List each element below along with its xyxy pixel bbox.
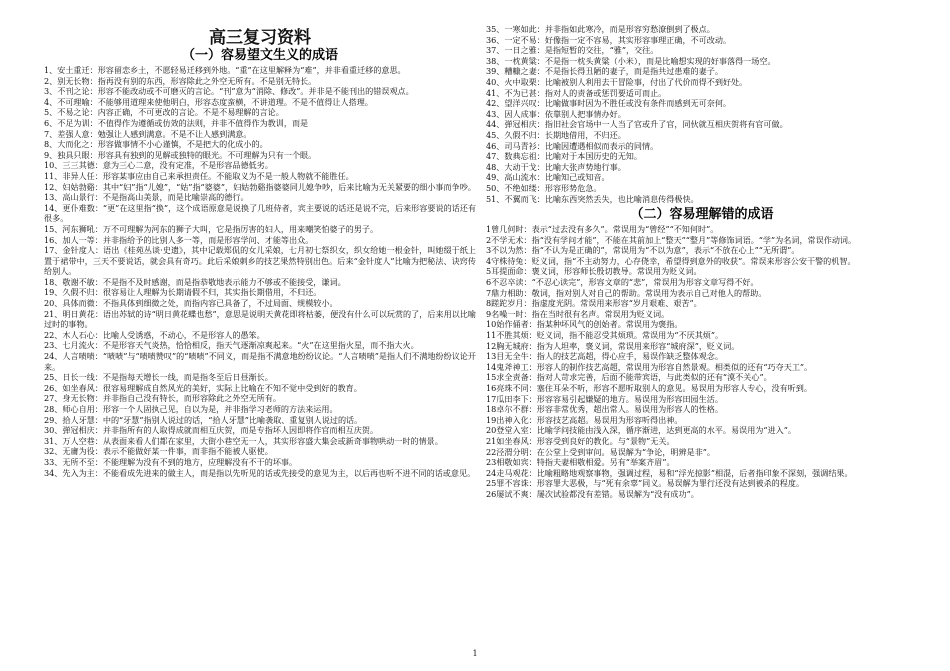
idiom-entry: 39、糟糠之妻：不是指长得丑陋的妻子，而是指共过患难的妻子。	[486, 66, 723, 77]
idiom-entry: 18卓尔不群：形容非常优秀，超出常人。易误用为形容人的性格。	[486, 404, 723, 415]
idiom-list	[44, 65, 476, 478]
idiom-entry: 5耳提面命：褒义词，形容师长殷切教导。常误用为贬义词。	[486, 266, 702, 277]
idiom-entry: 28、师心自用：形容一个人固执己见，自以为是，并非指学习老师的方法来运用。	[44, 404, 338, 414]
idiom-entry: 8、大而化之：形容做事情不小心谨慎，不是把大的化成小的。	[44, 139, 268, 150]
idiom-entry: 31、万人空巷：从表面来看人们都在家里，大街小巷空无一人，其实形容盛大集会或新奇事物哄动一时的情景。	[44, 435, 443, 446]
idiom-entry: 17瓜田李下：形容容易引起嫌疑的地方。易误用为形容田园生活。	[486, 393, 723, 404]
idiom-entry: 10、三三其德：意为三心二意，没有定准，不是形容品德低劣。	[44, 160, 273, 171]
section-heading-misunderstood-idioms: （二）容易理解错的成语	[630, 207, 774, 223]
idiom-entry: 22泾渭分明：在公堂上受到审问。易误解为“争论，明辨是非”。	[486, 446, 716, 457]
idiom-entry: 2、别无长物：指再没有别的东西，形容除此之外空无所有。不是别无特长。	[44, 75, 317, 86]
idiom-list-section2	[486, 224, 918, 499]
idiom-entry: 23、七月流火：不是形容天气炎热，恰恰相反，指天气逐渐凉爽起来。“火”在这里指火星，而不指大火。	[44, 340, 419, 351]
idiom-entry: 50、不绝如缕：形容形势危急。	[486, 182, 602, 193]
idiom-entry: 16、加人一等：并非指给予的比别人多一等，而是形容学问、才能等出众。	[44, 234, 314, 245]
idiom-entry: 26、如坐春风：很容易理解成自然风光的美好，实际上比喻在不知不觉中受到好的教育。	[44, 382, 362, 393]
idiom-entry: 42、望洋兴叹：比喻做事时因为不胜任或没有条件而感到无可奈何。	[486, 98, 732, 109]
idiom-entry: 24走马观花：比喻粗略地观察事物，强调过程，易和“浮光掠影”相混，后者指印象不深刻，强调结果。	[486, 467, 853, 478]
idiom-entry: 22、木人石心：比喻人受诱惑，不动心，不是形容人的愚笨。	[44, 329, 265, 340]
idiom-list-continued	[486, 24, 918, 204]
idiom-entry: 40、火中取栗：比喻被别人利用去干冒险事，付出了代价而得不到好处。	[486, 76, 748, 87]
idiom-entry: 14鬼斧神工：形容人的制作技艺高超，常误用为形容自然景观。相类似的还有“巧夺天工”。	[486, 361, 813, 372]
page-number: 1	[472, 649, 478, 658]
idiom-entry: 8蹉跎岁月：指虚度光阴。常误用来形容“岁月艰难、艰苦”。	[486, 298, 702, 309]
section-heading-misread-idioms: （一）容易望文生义的成语	[181, 48, 338, 63]
idiom-entry: 33、无所不至：不能理解为没有不到的地方，应理解没有不干的坏事。	[44, 456, 298, 467]
idiom-entry: 16亮珠不同：塞住耳朵不听，形容不愿听取别人的意见。易误用为形容人专心，没有听到。	[486, 383, 812, 393]
left-column	[44, 24, 476, 478]
idiom-entry: 24、人言啧啧：“啧啧”与“啧啧赞叹”的“啧啧”不同义，而是指不满意地纷纷议论。“人言啧啧”是指人们不满地纷纷议论开来。	[44, 351, 476, 372]
idiom-entry: 9名噪一时：指在当时很有名声。常误用为贬义词。	[486, 308, 670, 319]
idiom-entry: 34、先入为主：不能看成先进来的做主人，而是指以先听见的话或先接受的意见为主，以后再也听不进不同的话或意见。	[44, 467, 476, 478]
idiom-entry: 20登堂入室：比喻学问技能由浅入深，循序渐进，达到更高的水平。易误用为“进入”。	[486, 425, 796, 436]
idiom-entry: 7、差强人意：勉强让人感到满意。不是不让人感到满意。	[44, 128, 252, 139]
idiom-entry: 18、敬谢不敏：不是指不及时感谢，而是指恭敬地表示能力不够或不能接受，谦词。	[44, 276, 346, 287]
idiom-entry: 19出神入化：形容技艺高超。易误用为形容听得出神。	[486, 414, 683, 425]
idiom-entry: 45、久假不归：长期地借用，不归还。	[486, 129, 626, 140]
idiom-entry: 13、高山景行：不是指高山美景，而是比喻崇高的德行。	[44, 192, 249, 203]
idiom-entry: 48、大动干戈：比喻大张声势地行事。	[486, 161, 626, 172]
idiom-entry: 19、久假不归：很容易让人理解为长期请假不归，其实指长期借用，不归还。	[44, 287, 322, 298]
idiom-entry: 43、因人成事：依靠别人把事情办好。	[486, 108, 626, 119]
idiom-entry: 46、司马青衫：比喻因遭遇相似而表示的同情。	[486, 140, 659, 151]
idiom-entry: 1、安土重迁：形容留恋乡土，不愿轻易迁移到外地。“重”在这里解释为“难”，并非看重迁移的意思。	[44, 65, 406, 75]
idiom-entry: 25罪不容诛：形容罪大恶极，与“死有余辜”同义。易误解为罪行还没有达到被杀的程度。	[486, 478, 805, 489]
idiom-entry: 35、一寒如此：并非指如此寒冷，而是形容穷愁潦倒到了极点。	[486, 24, 715, 34]
idiom-entry: 1曾几何时：表示“过去没有多久”。常误用为“曾经”“不知何时”。	[486, 224, 719, 235]
idiom-entry: 3、不刊之论：形容不能改动或不可磨灭的言论。“刊”意为“消除、修改”。并非是不能刊出的错误观点。	[44, 86, 414, 97]
idiom-entry: 12、妇姑勃谿：其中“妇”指“儿媳”，“姑”指“婆婆”，妇姑勃谿指婆婆同儿媳争吵，后来比喻为无关紧要的细小事而争吵。	[44, 181, 476, 192]
idiom-entry: 44、弹冠相庆：指旧社会官场中一人当了官或升了官，同伙就互相庆贺将有官可做。	[486, 119, 788, 130]
idiom-entry: 32、无庸为役：表示不能做好某一件事，而非指不能被人驱使。	[44, 446, 273, 457]
idiom-entry: 3不以为然：指“不认为是正确的”，常误用为“不以为意”，表示“不放在心上”“无所谓”。	[486, 245, 800, 256]
idiom-entry: 12胸无城府：指为人坦率，褒义词，常误用来形容“城府深”，贬义词。	[486, 340, 740, 351]
idiom-entry: 51、不翼而飞：比喻东西突然丢失，也比喻消息传得极快。	[486, 193, 699, 204]
idiom-entry: 9、独具只眼：形容具有独到的见解或独特的眼光。不可理解为只有一个眼。	[44, 149, 317, 160]
idiom-entry: 13目无全牛：指人的技艺高超，得心应手，易误作缺乏整体观念。	[486, 351, 723, 362]
idiom-entry: 27、身无长物：并非指自己没有特长，而形容除此之外空无所有。	[44, 393, 281, 404]
idiom-entry: 36、一定不易：好像指一定不容易，其实形容事理正确，不可改动。	[486, 34, 732, 45]
idiom-entry: 25、日长一线：不是指每天增长一线，而是指冬至后日昼渐长。	[44, 372, 273, 383]
idiom-entry: 17、金针度人：语出《桂苑丛谈·史遗》，其中记载郑侃的女儿采娘，七月初七祭织女，织女给她一根金针，叫她缀于纸上置于裙带中，三天不要说话，就会具有奇巧。此后采娘刺乡的技艺果然特别出色。后来“金针度人”比喻为把秘法、诀窍传给别人。	[44, 245, 476, 277]
idiom-entry: 41、不为已甚：指对人的责备或惩罚要适可而止。	[486, 87, 667, 98]
idiom-entry: 4守株待兔：贬义词，指“不主动努力，心存侥幸，希望得到意外的收获”。常误来形容公安干警的机智。	[486, 255, 856, 266]
idiom-entry: 11、非异人任：形容某事应由自己来承担责任。不能取义为不是一般人物就不能胜任。	[44, 170, 354, 181]
idiom-entry: 21、明日黄花：语出苏轼的诗“明日黄花蝶也愁”，意思是说明天黄花即将枯萎，便没有什么可以玩赏的了，后来用以比喻过时的事物。	[44, 308, 476, 330]
idiom-entry: 30、弹冠相庆：并非指所有的人取得成就而相互庆贺，而是专指坏人因即将作官而相互庆贺。	[44, 425, 379, 436]
idiom-entry: 15求全责备：指对人苛求完善，后面不能带宾语，与此类似的还有“漠不关心”。	[486, 372, 772, 383]
idiom-entry: 2不学无术：指“没有学问才能”，不能在其前加上“整天”“整月”等修饰词语。“学”为名词，常误作动词。	[486, 234, 857, 245]
idiom-entry: 11不胜其烦：贬义词，指不能忍受其烦琐。常误用为“不厌其烦”。	[486, 330, 724, 341]
idiom-entry: 6、不足为训：不值得作为遵循或仿效的法则，并非不值得作为教训，而是	[44, 117, 309, 128]
idiom-entry: 15、河东狮吼：万不可理解为河东的狮子大叫，它是指厉害的妇人，用来嘲笑怕婆子的男子。	[44, 223, 379, 234]
idiom-entry: 6不忍卒读：“不忍心读完”，形容文章的“悲”，常误用为形容文章写得不好。	[486, 277, 759, 288]
idiom-entry: 29、拾人牙慧：中的“牙慧”指别人说过的话，“拾人牙慧”比喻袭取、重复别人说过的话。	[44, 414, 363, 425]
idiom-entry: 10始作俑者：指某种坏风气的创始者。常误用为褒指。	[486, 319, 683, 330]
idiom-entry: 23相敬如宾：特指夫妻相敬相爱。另有“举案齐眉”。	[486, 457, 675, 468]
idiom-entry: 4、不可理喻：不能够用道理来使他明白，形容态度蛮横，不讲道理。不是不值得让人搭理。	[44, 96, 373, 107]
document-title: 高三复习资料	[209, 28, 311, 48]
idiom-entry: 47、数典忘祖：比喻对于本国历史的无知。	[486, 151, 642, 162]
idiom-entry: 37、一日之雅：是指短暂的交往，“雅”，交往。	[486, 45, 659, 56]
idiom-entry: 14、更仆难数：“更”在这里指“换”，这个成语原意是说换了几班侍者，宾主要说的话还是说不完，后来形容要说的话还有很多。	[44, 202, 476, 224]
idiom-entry: 20、具体而微：不指具体到细微之处，而指内容已具备了，不过局面、规模较小。	[44, 298, 338, 309]
idiom-entry: 5、不易之论：内容正确，不可更改的言论。不是不易理解的言论。	[44, 107, 284, 118]
idiom-entry: 38、一枕黄粱：不是指一枕头黄粱（小米），而是比喻想实现的好事落得一场空。	[486, 55, 776, 66]
idiom-entry: 26屡试不爽：屡次试验都没有差错。易误解为“没有成功”。	[486, 488, 699, 499]
idiom-entry: 7鼎力相助：敬词，指对别人对自己的帮助。常误用为表示自己对他人的帮助。	[486, 287, 767, 298]
idiom-entry: 49、高山流水：比喻知己或知音。	[486, 172, 610, 183]
right-column	[486, 24, 918, 500]
idiom-entry: 21如坐春风：形容受到良好的教化。与“景物”无关。	[486, 435, 675, 446]
